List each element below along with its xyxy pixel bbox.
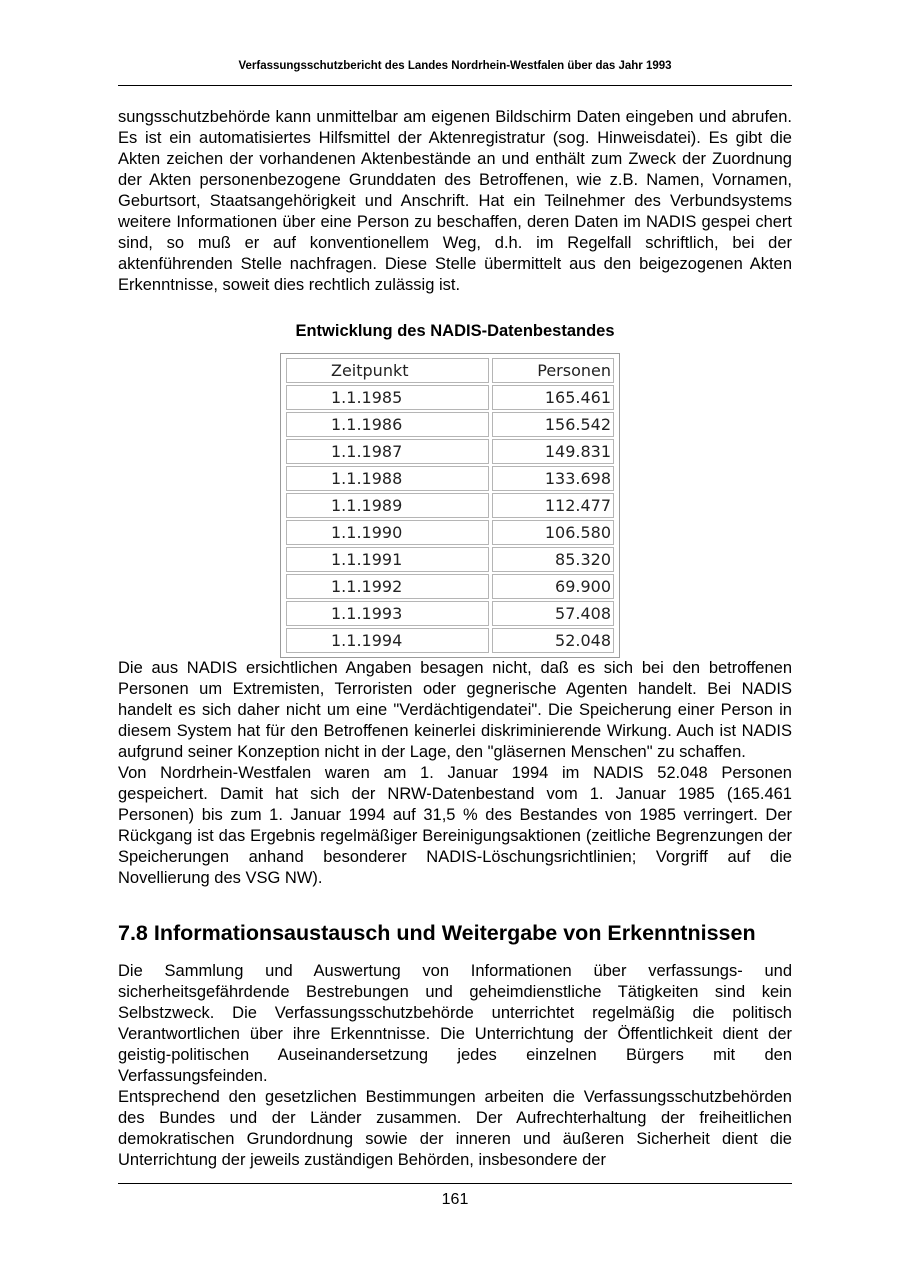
count-cell: 69.900 [492, 574, 614, 599]
count-cell: 156.542 [492, 412, 614, 437]
paragraph-nadis-description [118, 107, 792, 296]
table-row [286, 547, 614, 572]
paragraph-text: Die aus NADIS ersichtlichen Angaben besagen nicht, daß es sich bei den betroffenen Personen um Extremisten, Terroristen oder gegnerische Agenten handelt. Bei NADIS handelt es sich daher nicht um eine "Verdächtigendatei". Die Speicherung einer Person in diesem System hat für den Betroffenen keinerlei diskriminierende Wirkung. Auch ist NADIS aufgrund seiner Konzeption nicht in der Lage, den "gläsernen Menschen" zu schaffen. [118, 659, 792, 761]
date-cell: 1.1.1994 [286, 628, 489, 653]
date-cell: 1.1.1987 [286, 439, 489, 464]
date-cell: 1.1.1986 [286, 412, 489, 437]
count-cell: 52.048 [492, 628, 614, 653]
table-row [286, 628, 614, 653]
table-row [286, 385, 614, 410]
count-cell: 149.831 [492, 439, 614, 464]
paragraph-text: Entsprechend den gesetzlichen Bestimmungen arbeiten die Verfassungsschutzbehörden des Bundes und der Länder zusammen. Der Aufrechterhaltung der freiheitlichen demokratischen Grundordnung sowie der inneren und äußeren Sicherheit dient die Unterrichtung der jeweils zuständigen Behörden, insbesondere der [118, 1088, 792, 1169]
table-row [286, 493, 614, 518]
date-cell: 1.1.1991 [286, 547, 489, 572]
paragraph-text: Die Sammlung und Auswertung von Informationen über verfassungs- und sicherheitsgefährdende Bestrebungen und geheimdienstliche Tätigkeiten sind kein Selbstzweck. Die Verfassungsschutzbehörde unterrichtet regelmäßig die politisch Verantwortlichen über ihre Erkenntnisse. Die Unterrichtung der Öffentlichkeit dient der geistig-politischen Auseinandersetzung jedes einzelnen Bürgers mit den Verfassungsfeinden. [118, 962, 792, 1085]
paragraph-text: sungsschutzbehörde kann unmittelbar am eigenen Bildschirm Daten eingeben und abrufen. Es ist ein automatisiertes Hilfsmittel der Aktenregistratur (sog. Hinweisdatei). Es gibt die Akten zeichen der vorhandenen Aktenbestände an und enthält zum Zweck der Zuordnung der Akten personenbezogene Grunddaten des Betroffenen, wie z.B. Namen, Vornamen, Geburtsort, Staatsangehörigkeit und Anschrift. Hat ein Teilnehmer des Verbundsystems weitere Informationen über eine Person zu beschaffen, deren Daten im NADIS gespei chert sind, so muß er auf konventionellem Weg, d.h. im Regelfall schriftlich, bei der aktenführenden Stelle nachfragen. Diese Stelle übermittelt aus den beigezogenen Akten Erkenntnisse, soweit dies rechtlich zulässig ist. [118, 108, 792, 294]
page-number: 161 [441, 1191, 469, 1208]
count-cell: 112.477 [492, 493, 614, 518]
running-header: Verfassungsschutzbericht des Landes Nordrhein-Westfalen über das Jahr 1993 [238, 60, 672, 72]
count-cell: 85.320 [492, 547, 614, 572]
table-row [286, 439, 614, 464]
table-title: Entwicklung des NADIS-Datenbestandes [295, 322, 615, 340]
count-cell: 57.408 [492, 601, 614, 626]
paragraph-nadis-assessment [118, 658, 792, 889]
count-cell: 106.580 [492, 520, 614, 545]
date-cell: 1.1.1990 [286, 520, 489, 545]
date-cell: 1.1.1988 [286, 466, 489, 491]
table-row [286, 466, 614, 491]
table-header-row [286, 358, 614, 383]
date-cell: 1.1.1985 [286, 385, 489, 410]
date-cell: 1.1.1992 [286, 574, 489, 599]
section-heading: 7.8 Informationsaustausch und Weitergabe von Erkenntnissen [118, 921, 756, 945]
column-header-zeitpunkt: Zeitpunkt [286, 358, 489, 383]
date-cell: 1.1.1993 [286, 601, 489, 626]
date-cell: 1.1.1989 [286, 493, 489, 518]
count-cell: 165.461 [492, 385, 614, 410]
table-row [286, 574, 614, 599]
paragraph-text: Von Nordrhein-Westfalen waren am 1. Januar 1994 im NADIS 52.048 Personen gespeichert. Damit hat sich der NRW-Datenbestand vom 1. Januar 1985 (165.461 Personen) bis zum 1. Januar 1994 auf 31,5 % des Bestandes von 1985 verringert. Der Rückgang ist das Ergebnis regelmäßiger Bereinigungsaktionen (zeitliche Begrenzungen der Speicherungen anhand besonderer NADIS-Löschungsrichtlinien; Vorgriff auf die Novellierung des VSG NW). [118, 764, 792, 887]
table-row [286, 601, 614, 626]
footer-rule [118, 1183, 792, 1184]
column-header-personen: Personen [492, 358, 614, 383]
table-row [286, 520, 614, 545]
count-cell: 133.698 [492, 466, 614, 491]
table-row [286, 412, 614, 437]
header-rule [118, 85, 792, 86]
nadis-data-table [280, 353, 620, 658]
paragraph-information-exchange [118, 961, 792, 1171]
